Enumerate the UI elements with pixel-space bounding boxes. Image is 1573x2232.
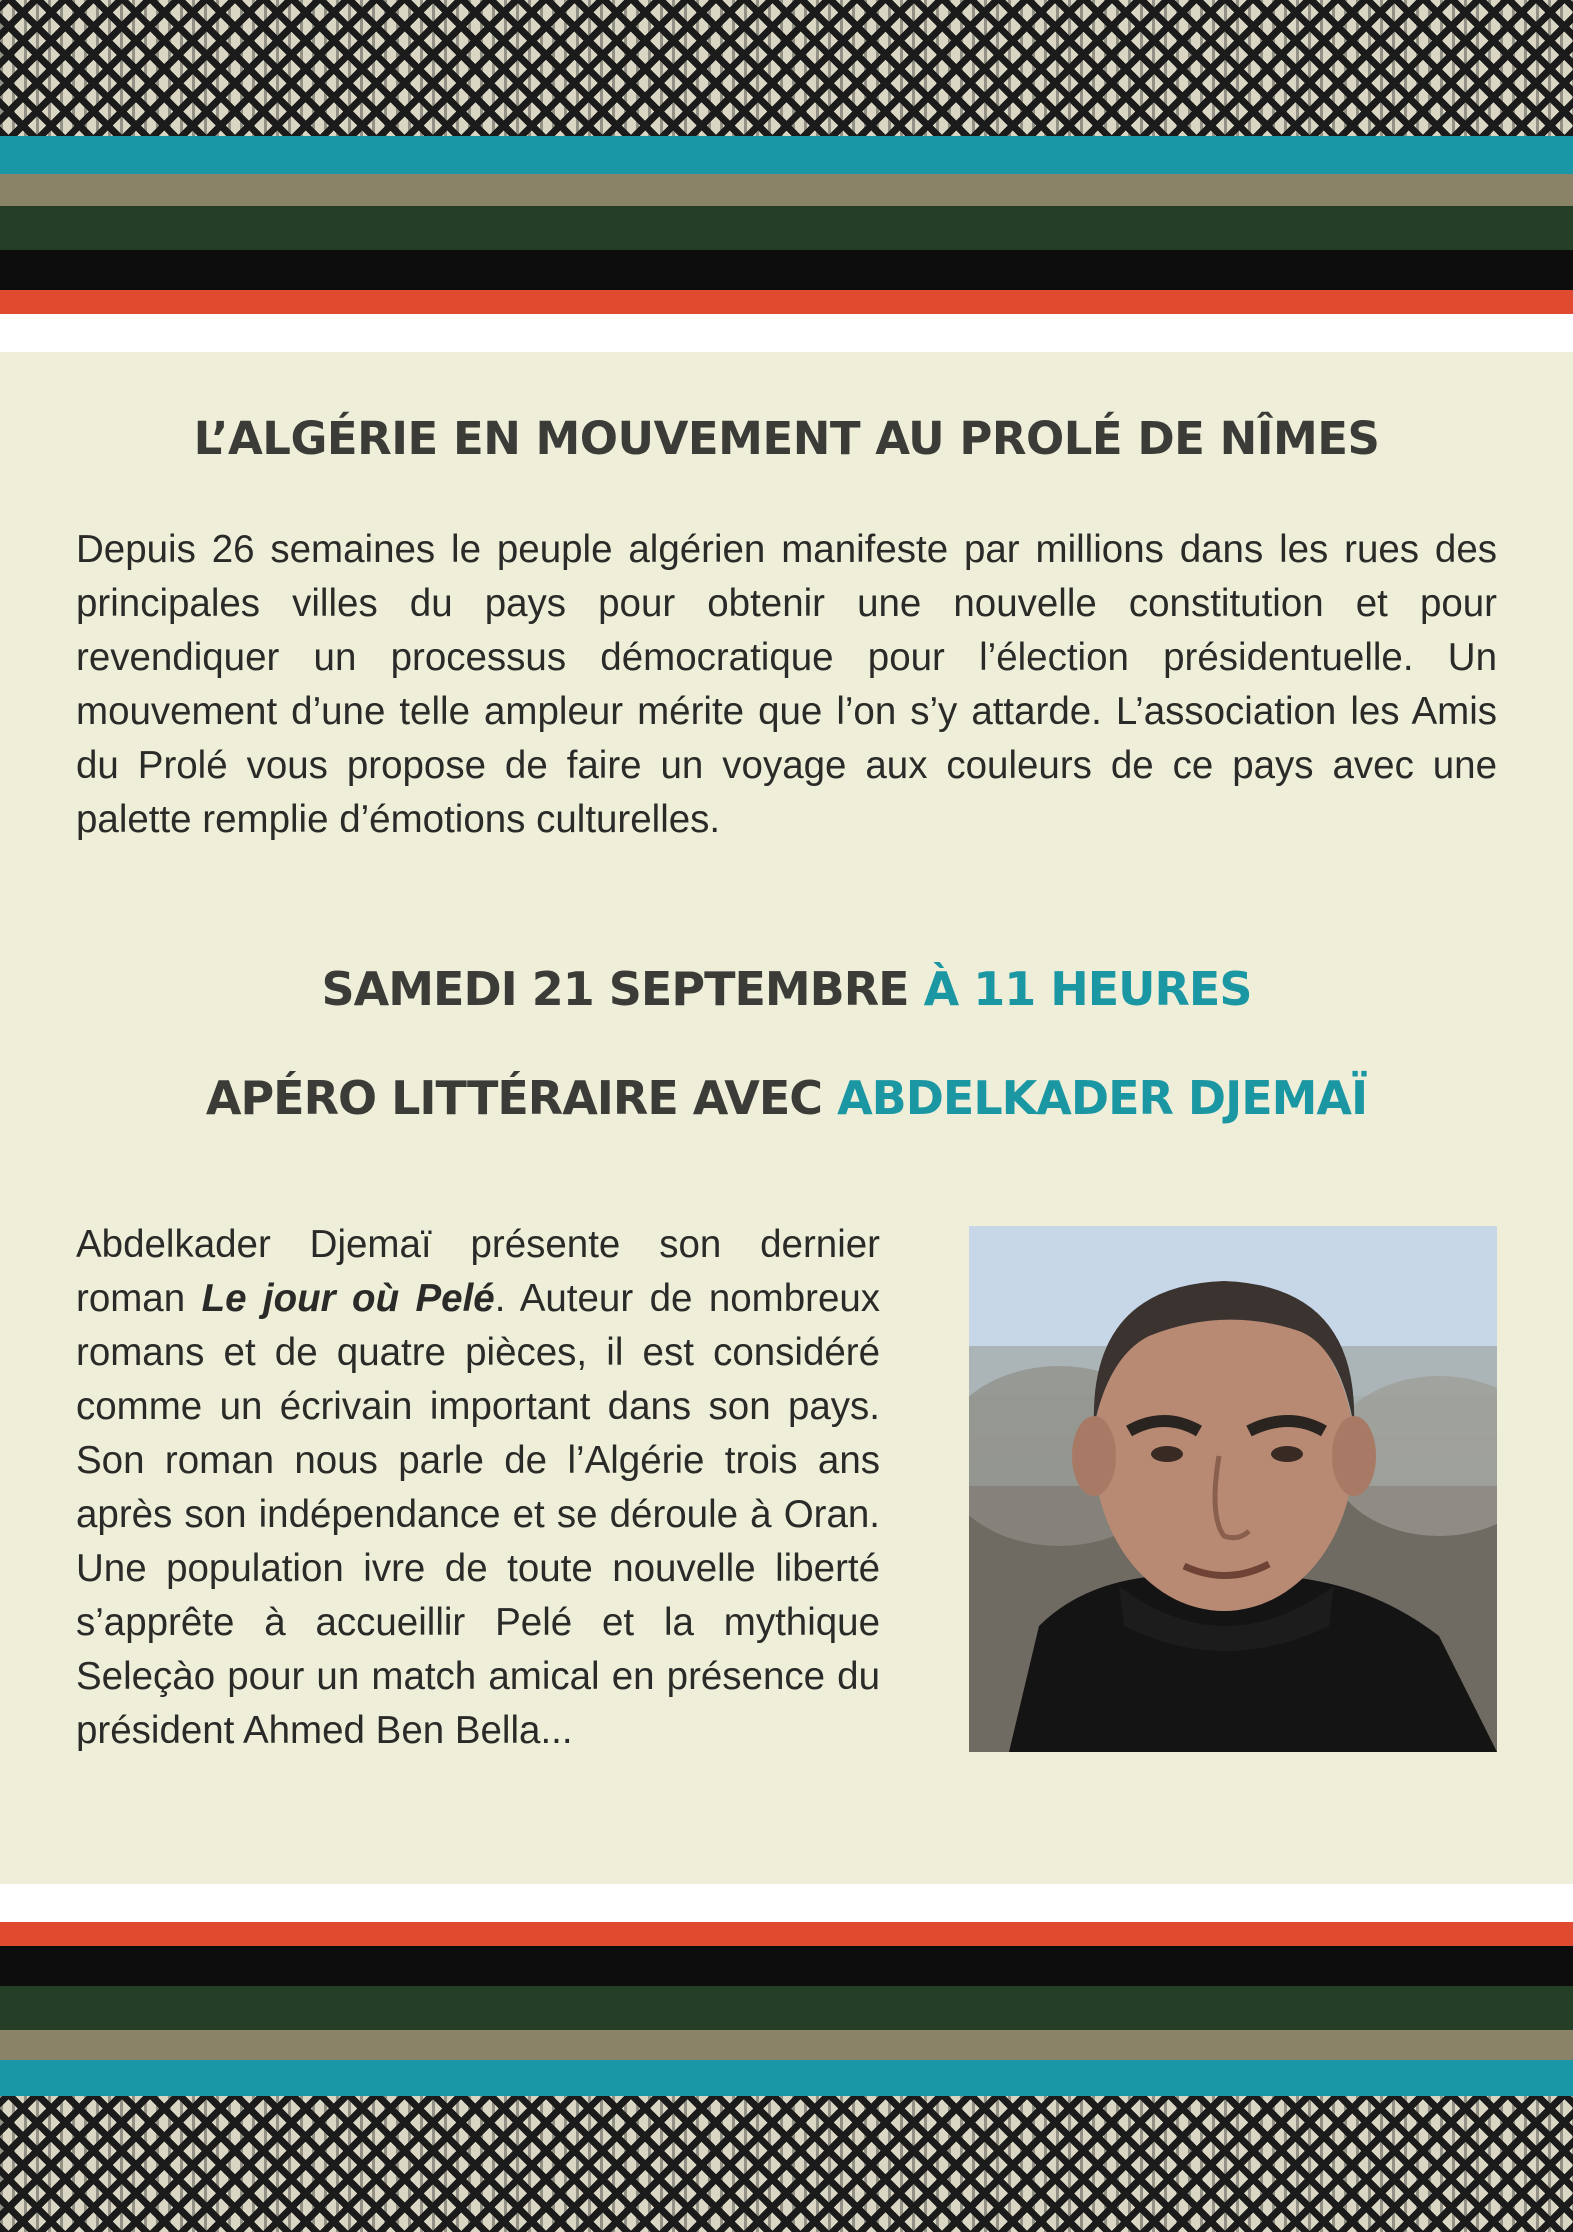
bottom-pattern-border (0, 2096, 1573, 2232)
bio-text-end: . Auteur de nombreux romans et de quatre pièces, il est considéré comme un écrivain important dans son pays. Son roman nous parle de l’Algérie trois ans après son indépendance et se déroule à Oran. Une population ivre de toute nouvelle liberté s’apprête à accueillir Pelé et la mythique Seleçào pour un match amical en présence du président Ahmed Ben Bella... (76, 1277, 881, 1752)
author-bio-paragraph (76, 1218, 880, 1758)
page-title: L’ALGÉRIE EN MOUVEMENT AU PROLÉ DE NÎMES (193, 412, 1380, 465)
event-label: APÉRO LITTÉRAIRE AVEC (205, 1071, 823, 1125)
bottom-stripe-black (0, 1946, 1573, 1986)
event-title-heading (0, 1071, 1573, 1125)
bottom-white-band (0, 1884, 1573, 1922)
top-white-band (0, 314, 1573, 352)
intro-paragraph: Depuis 26 semaines le peuple algérien manifeste par millions dans les rues des principales villes du pays pour obtenir une nouvelle constitution et pour revendiquer un processus démocratique pour l’élection présidentuelle. Un mouvement d’une telle ampleur mérite que l’on s’y attarde. L’association les Amis du Prolé vous propose de faire un voyage aux couleurs de ce pays avec une palette remplie d’émotions culturelles. (76, 528, 1497, 841)
bottom-stripe-red (0, 1922, 1573, 1946)
event-guest: ABDELKADER DJEMAÏ (837, 1071, 1368, 1125)
event-time: À 11 HEURES (923, 962, 1252, 1016)
author-portrait-photo (969, 1226, 1497, 1752)
top-stripe-teal (0, 136, 1573, 174)
book-title: Le jour où Pelé (201, 1277, 495, 1320)
top-stripe-khaki (0, 174, 1573, 206)
event-date: SAMEDI 21 SEPTEMBRE (321, 962, 909, 1016)
bio-text-start: Abdelkader Djemaï présente son dernier roman (76, 1223, 880, 1320)
top-stripe-black (0, 250, 1573, 290)
bottom-stripe-khaki (0, 2030, 1573, 2060)
top-stripe-red (0, 290, 1573, 314)
bottom-stripe-green (0, 1986, 1573, 2030)
top-pattern-border (0, 0, 1573, 136)
bottom-stripe-teal (0, 2060, 1573, 2096)
event-date-heading (0, 962, 1573, 1016)
top-stripe-green (0, 206, 1573, 250)
